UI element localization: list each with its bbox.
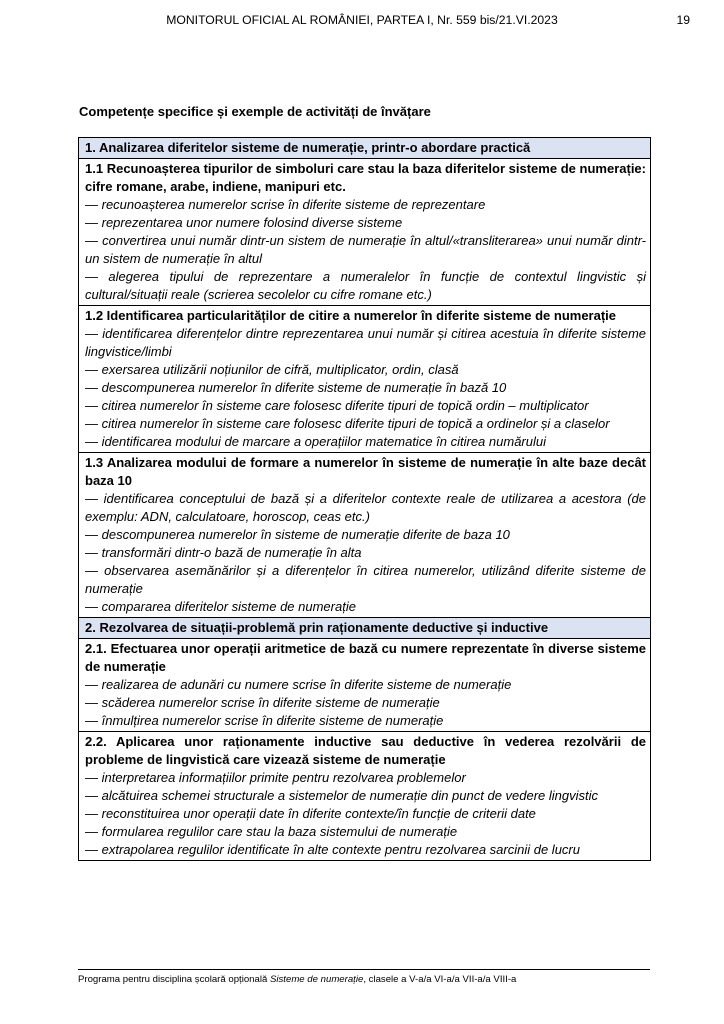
specific-competence-title: 2.2. Aplicarea unor raționamente inductive sau deductive în vederea rezolvării de probleme de lingvistică care vizează sisteme de numerație (85, 734, 646, 767)
specific-competence-title: 1.2 Identificarea particularităților de citire a numerelor în diferite sisteme de numerație (85, 308, 617, 323)
activity-item: — extrapolarea regulilor identificate în alte contexte pentru rezolvarea sarcinii de lucru (85, 842, 580, 857)
activity-item: — recunoașterea numerelor scrise în diferite sisteme de reprezentare (85, 197, 486, 212)
activity-item: — observarea asemănărilor și a diferențelor în citirea numerelor, utilizând diferite sisteme de numerație (85, 563, 646, 596)
specific-competence-cell (79, 732, 651, 861)
activity-item: — interpretarea informațiilor primite pentru rezolvarea problemelor (85, 770, 466, 785)
activity-item: — alcătuirea schemei structurale a sistemelor de numerație din punct de vedere lingvistic (85, 788, 599, 803)
activity-item: — reconstituirea unor operații date în diferite contexte/în funcție de criterii date (85, 806, 536, 821)
activity-item: — descompunerea numerelor în diferite sisteme de numerație în bază 10 (85, 380, 507, 395)
specific-competence-cell (79, 639, 651, 732)
activity-item: — realizarea de adunări cu numere scrise în diferite sisteme de numerație (85, 677, 512, 692)
page-footer (78, 974, 516, 985)
specific-competence-cell (79, 306, 651, 453)
competence-row (79, 138, 651, 159)
header-title: MONITORUL OFICIAL AL ROMÂNIEI, PARTEA I, Nr. 559 bis/21.VI.2023 (166, 13, 558, 27)
competence-title: 2. Rezolvarea de situații-problemă prin raționamente deductive și inductive (79, 618, 651, 639)
activity-item: — citirea numerelor în sisteme care folosesc diferite tipuri de topică a ordinelor și a claselor (85, 416, 610, 431)
footer-prefix: Programa pentru disciplina școlară opțională (78, 974, 270, 985)
section-title: Competențe specifice și exemple de activități de învățare (79, 104, 431, 119)
activity-item: — identificarea conceptului de bază și a diferitelor contexte reale de utilizarea a acestora (de exemplu: ADN, calculatoare, horoscop, ceas etc.) (85, 491, 646, 524)
specific-competence-title: 1.3 Analizarea modului de formare a numerelor în sisteme de numerație în alte baze decât baza 10 (85, 455, 646, 488)
activity-item: — scăderea numerelor scrise în diferite sisteme de numerație (85, 695, 440, 710)
activity-item: — compararea diferitelor sisteme de numerație (85, 599, 356, 614)
specific-competence-cell (79, 453, 651, 618)
activity-item: — exersarea utilizării noțiunilor de cifră, multiplicator, ordin, clasă (85, 362, 459, 377)
page-header (0, 9, 724, 29)
footer-course-name: Sisteme de numerație (269, 974, 364, 985)
activity-item: — identificarea modului de marcare a operațiilor matematice în citirea numărului (85, 434, 546, 449)
specific-competence-row (79, 732, 651, 861)
specific-competence-row (79, 453, 651, 618)
activity-item: — convertirea unui număr dintr-un sistem de numerație în altul/«transliterarea» unui număr dintr-un sistem de numerație în altul (85, 233, 646, 266)
activity-item: — descompunerea numerelor în sisteme de numerație diferite de baza 10 (85, 527, 510, 542)
specific-competence-row (79, 639, 651, 732)
competence-row (79, 618, 651, 639)
competences-table-body (79, 138, 651, 861)
competences-table (78, 137, 651, 861)
activity-item: — reprezentarea unor numere folosind diverse sisteme (85, 215, 403, 230)
activity-item: — alegerea tipului de reprezentare a numeralelor în funcție de contextul lingvistic și cultural/situații reale (scrierea secolelor cu cifre romane etc.) (85, 269, 646, 302)
activity-item: — transformări dintr-o bază de numerație în alta (85, 545, 362, 560)
activity-item: — înmulțirea numerelor scrise în diferite sisteme de numerație (85, 713, 444, 728)
page-number: 19 (676, 13, 690, 27)
specific-competence-title: 1.1 Recunoașterea tipurilor de simboluri care stau la baza diferitelor sisteme de numerație: cifre romane, arabe, indiene, manipuri etc. (85, 161, 646, 194)
specific-competence-row (79, 159, 651, 306)
footer-suffix: , clasele a V-a/a VI-a/a VII-a/a VIII-a (363, 974, 517, 985)
activity-item: — citirea numerelor în sisteme care folosesc diferite tipuri de topică ordin – multiplicator (85, 398, 589, 413)
activity-item: — formularea regulilor care stau la baza sistemului de numerație (85, 824, 458, 839)
activity-item: — identificarea diferențelor dintre reprezentarea unui număr și citirea acestuia în diferite sisteme lingvistice/limbi (85, 326, 646, 359)
competence-title: 1. Analizarea diferitelor sisteme de numerație, printr-o abordare practică (79, 138, 651, 159)
specific-competence-cell (79, 159, 651, 306)
footer-divider (78, 969, 650, 970)
specific-competence-title: 2.1. Efectuarea unor operații aritmetice de bază cu numere reprezentate în diverse sisteme de numerație (85, 641, 646, 674)
specific-competence-row (79, 306, 651, 453)
